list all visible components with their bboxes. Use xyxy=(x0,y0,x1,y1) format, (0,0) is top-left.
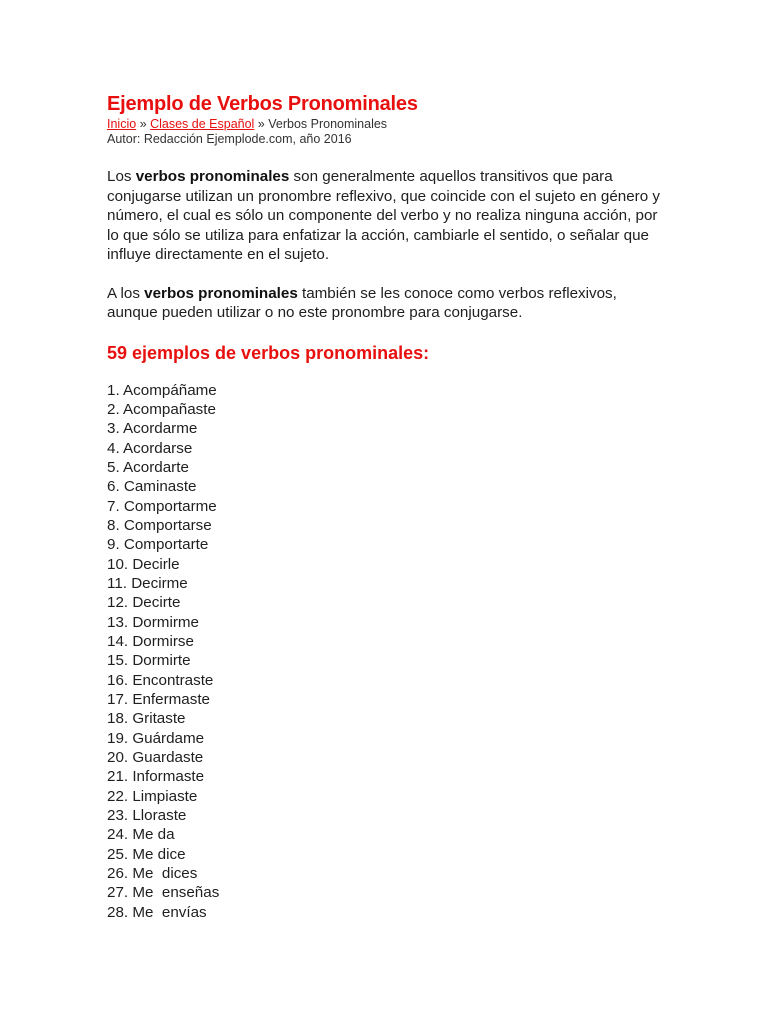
list-item: 11. Decirme xyxy=(107,574,188,592)
breadcrumb-home-link[interactable]: Inicio xyxy=(107,117,137,131)
breadcrumb xyxy=(107,117,667,132)
intro-paragraph xyxy=(107,167,667,265)
list-item: 7. Comportarme xyxy=(107,497,217,515)
list-item: 16. Encontraste xyxy=(107,671,214,689)
list-item: 8. Comportarse xyxy=(107,516,212,534)
list-item: 20. Guardaste xyxy=(107,749,204,767)
page-title: Ejemplo de Verbos Pronominales xyxy=(107,93,418,115)
list-item: 4. Acordarse xyxy=(107,439,193,457)
list-item: 13. Dormirme xyxy=(107,613,199,631)
list-item: 14. Dormirse xyxy=(107,632,194,650)
list-item: 19. Guárdame xyxy=(107,729,205,747)
examples-list xyxy=(107,381,667,923)
second-text-rest: también se les conoce como verbos reflexivos, aunque pueden utilizar o no este pronombre para conjugarse. xyxy=(107,284,617,321)
list-item: 27. Me enseñas xyxy=(107,884,220,902)
second-text-start: A los xyxy=(107,284,145,302)
list-item: 25. Me dice xyxy=(107,845,186,863)
author-line: Autor: Redacción Ejemplode.com, año 2016 xyxy=(107,132,352,146)
list-item: 12. Decirte xyxy=(107,594,181,612)
breadcrumb-section-link[interactable]: Clases de Español xyxy=(150,117,255,131)
intro-text-rest: son generalmente aquellos transitivos que para conjugarse utilizan un pronombre reflexivo, que coincide con el sujeto en género y número, el cual es sólo un componente del verbo y no realiza ninguna acción, por lo que sólo se utiliza para enfatizar la acción, cambiarle el sentido, o señalar que influye directamente en el sujeto. xyxy=(107,168,660,263)
list-item: 22. Limpiaste xyxy=(107,787,198,805)
list-item: 28. Me envías xyxy=(107,903,207,921)
list-item: 10. Decirle xyxy=(107,555,180,573)
intro-bold-term: verbos pronominales xyxy=(135,168,290,185)
list-item: 3. Acordarme xyxy=(107,420,198,438)
list-item: 23. Lloraste xyxy=(107,807,187,825)
article-content xyxy=(107,92,667,922)
list-item: 2. Acompañaste xyxy=(107,400,216,418)
second-paragraph xyxy=(107,284,667,323)
list-item: 18. Gritaste xyxy=(107,710,186,728)
list-item: 6. Caminaste xyxy=(107,478,197,496)
list-item: 17. Enfermaste xyxy=(107,691,210,708)
list-item: 9. Comportarte xyxy=(107,536,209,554)
list-item: 24. Me da xyxy=(107,826,175,844)
list-item: 26. Me dices xyxy=(107,865,198,883)
examples-heading: 59 ejemplos de verbos pronominales: xyxy=(107,342,430,363)
breadcrumb-separator: » xyxy=(254,117,269,131)
list-item: 1. Acompáñame xyxy=(107,381,217,399)
breadcrumb-separator: » xyxy=(136,117,151,131)
list-item: 21. Informaste xyxy=(107,768,205,786)
list-item: 15. Dormirte xyxy=(107,652,191,670)
intro-text-start: Los xyxy=(107,168,136,185)
list-item: 5. Acordarte xyxy=(107,458,189,476)
second-bold-term: verbos pronominales xyxy=(144,284,298,302)
breadcrumb-current: Verbos Pronominales xyxy=(268,117,388,131)
